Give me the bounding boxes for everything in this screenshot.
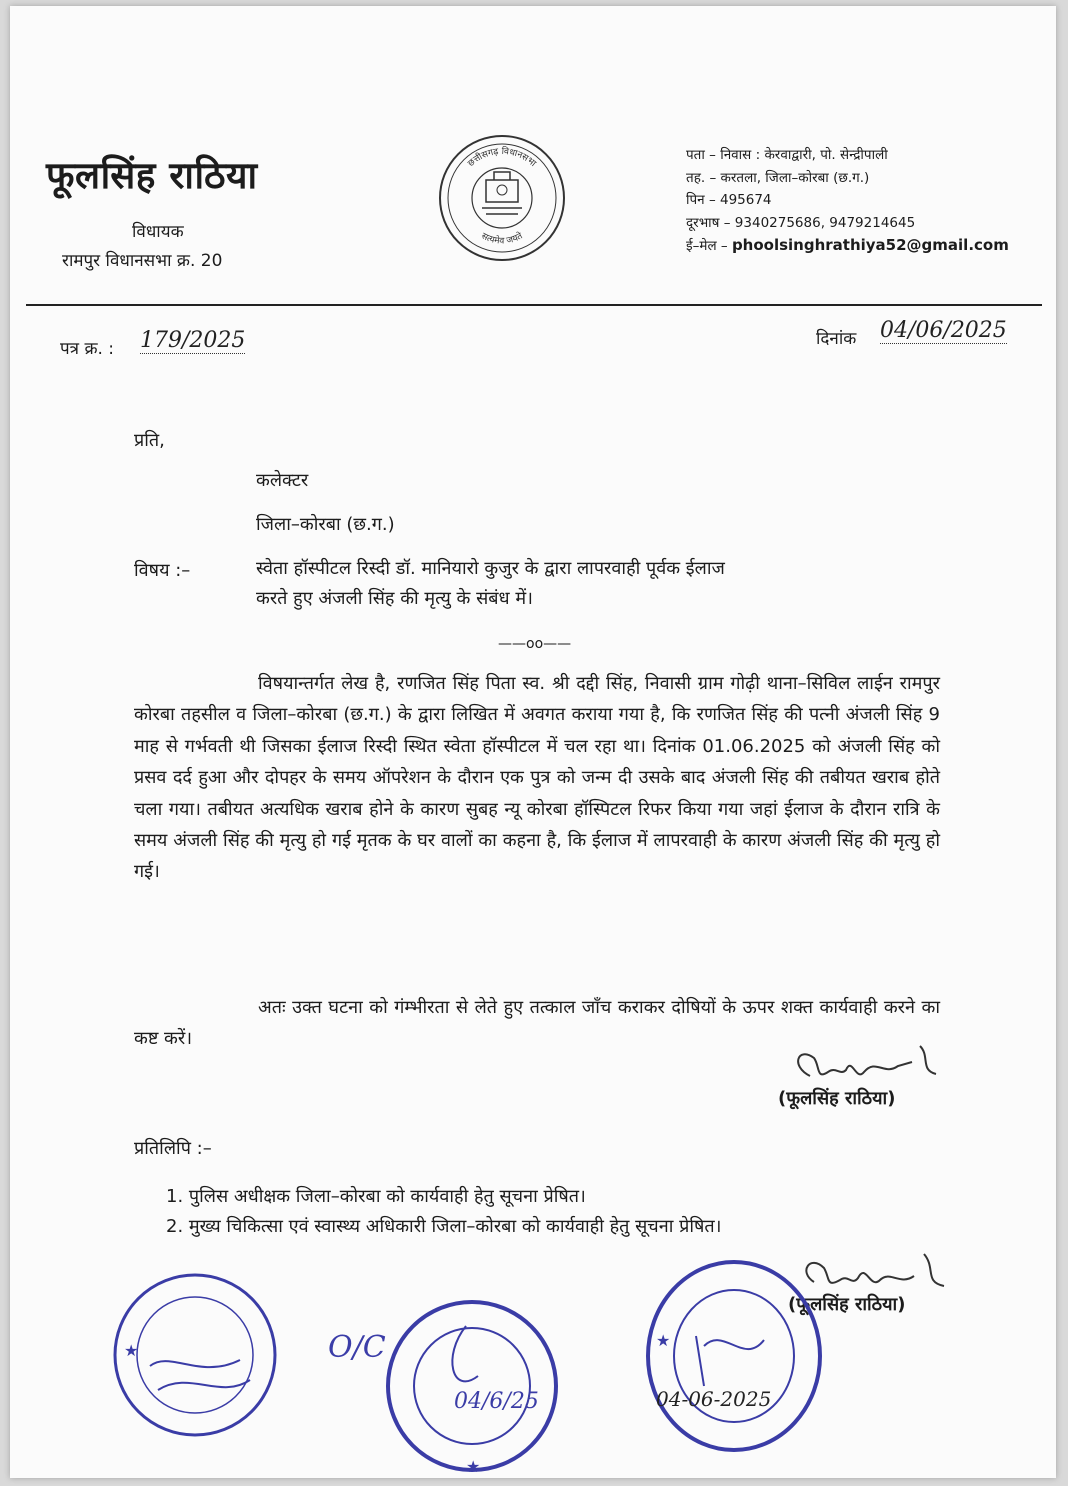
letterhead-divider [26, 304, 1042, 306]
email-address: phoolsinghrathiya52@gmail.com [731, 236, 1009, 254]
assembly-emblem [436, 132, 568, 264]
date-value: 04/06/2025 [880, 318, 1007, 343]
svg-text:★: ★ [124, 1341, 139, 1360]
letter-page [10, 6, 1056, 1478]
svg-text:★: ★ [656, 1331, 671, 1350]
phone-numbers: दूरभाष – 9340275686, 9479214645 [686, 214, 916, 231]
ref-label: पत्र क्र. : [60, 339, 115, 359]
address-line-2: तह. – करतला, जिला–कोरबा (छ.ग.) [686, 169, 870, 186]
signatory-name-2: (फूलसिंह राठिया) [788, 1294, 906, 1315]
emblem-text-bottom: सत्यमेव जयते [479, 231, 525, 247]
oic-handwritten-note: O/C [328, 1330, 386, 1365]
subject-line-1: स्वेता हॉस्पीटल रिस्दी डॉ. मानियारो कुजुर के द्वारा लापरवाही पूर्वक ईलाज [256, 558, 725, 579]
prati: प्रति, [134, 430, 165, 451]
subject-line-2: करते हुए अंजली सिंह की मृत्यु के संबंध में। [256, 588, 533, 609]
subject-label: विषय :– [134, 560, 191, 581]
stamp-2-date: 04/6/25 [454, 1389, 539, 1414]
recipient-line-2: जिला–कोरबा (छ.ग.) [256, 514, 395, 535]
copy-label: प्रतिलिपि :– [134, 1138, 212, 1159]
address-line-1: पता – निवास : केरवाद्वारी, पो. सेन्द्रीपाली [686, 147, 888, 163]
separator: ——oo—— [498, 636, 572, 652]
stamp-3-date: 04-06-2025 [656, 1387, 772, 1411]
contact-block [686, 144, 1009, 258]
copy-item-2: 2. मुख्य चिकित्सा एवं स्वास्थ्य अधिकारी जिला–कोरबा को कार्यवाही हेतु सूचना प्रेषित। [166, 1216, 722, 1237]
body-paragraph-1: विषयान्तर्गत लेख है, रणजित सिंह पिता स्व. श्री दद्दी सिंह, निवासी ग्राम गोढ़ी थाना–सिविल लाईन रामपुर कोरबा तहसील व जिला–कोरबा (छ.ग.) के द्वारा लिखित में अवगत कराया गया है, कि रणजित सिंह की पत्नी अंजली सिंह 9 माह से गर्भवती थी जिसका ईलाज रिस्दी स्थित स्वेता हॉस्पीटल में चल रहा था। दिनांक 01.06.2025 को अंजली सिंह को प्रसव दर्द हुआ और दोपहर के समय ऑपरेशन के दौरान एक पुत्र को जन्म दी उसके बाद अंजली सिंह की तबीयत खराब होते चला गया। तबीयत अत्यधिक खराब होने के कारण सुबह न्यू कोरबा हॉस्पिटल रिफर किया गया जहां ईलाज के दौरान रात्रि के समय अंजली सिंह की मृत्यु हो गई मृतक के घर वालों का कहना है, कि ईलाज में लापरवाही के कारण अंजली सिंह की मृत्यु हो गई। [134, 673, 940, 883]
date-label: दिनांक [816, 329, 857, 349]
designation: विधायक [132, 222, 184, 242]
emblem-text-top: छत्तीसगढ़ विधानसभा [466, 146, 538, 170]
pin-code: पिन – 495674 [686, 192, 772, 208]
svg-text:★: ★ [466, 1457, 481, 1476]
constituency: रामपुर विधानसभा क्र. 20 [62, 251, 223, 271]
recipient-line-1: कलेक्टर [256, 470, 309, 491]
email-row [686, 234, 1009, 258]
cmho-round-stamp [644, 1256, 824, 1456]
office-round-stamp [382, 1296, 562, 1476]
signatory-name: (फूलसिंह राठिया) [778, 1088, 896, 1109]
mla-name: फूलसिंह राठिया [46, 154, 258, 197]
body-paragraph-2: अतः उक्त घटना को गंम्भीरता से लेते हुए तत्काल जाँच कराकर दोषियों के ऊपर शक्त कार्यवाही करने का कष्ट करें। [134, 997, 940, 1049]
collector-office-stamp [110, 1270, 280, 1440]
email-label: ई–मेल – [686, 238, 732, 254]
ref-number: 179/2025 [140, 328, 246, 353]
copy-item-1: 1. पुलिस अधीक्षक जिला–कोरबा को कार्यवाही हेतु सूचना प्रेषित। [166, 1186, 586, 1207]
